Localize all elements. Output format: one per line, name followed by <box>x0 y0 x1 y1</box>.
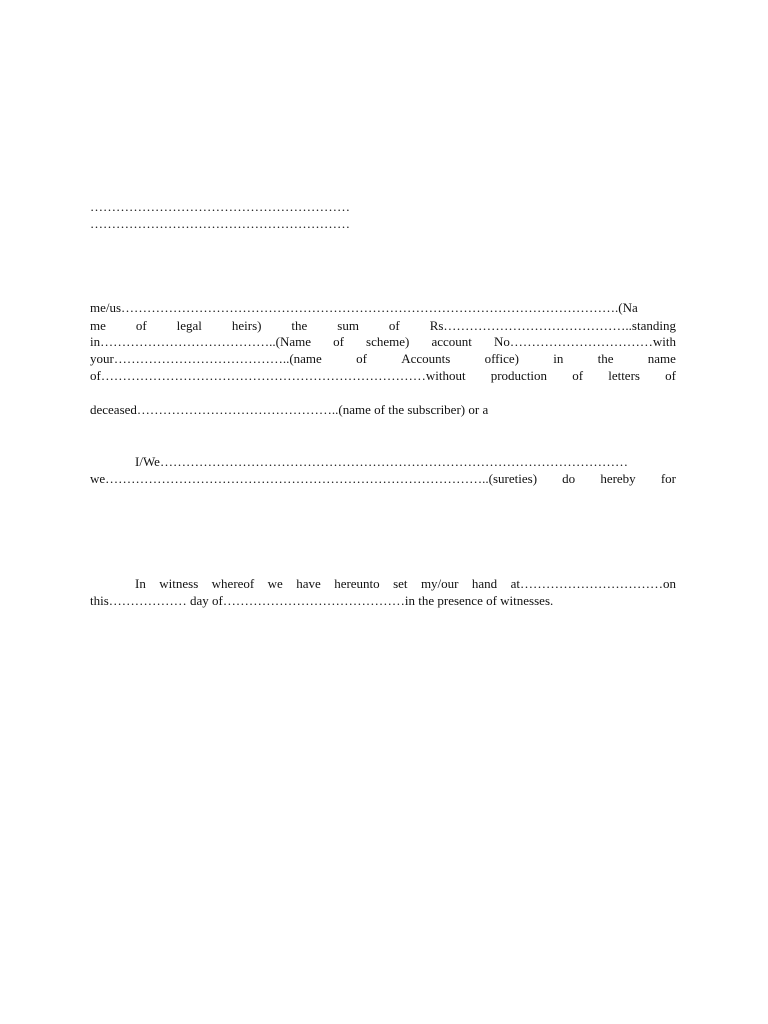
word: of…………………………………………………………………without <box>90 368 466 383</box>
word: do <box>562 471 576 486</box>
word: we <box>267 576 283 591</box>
word: sum <box>337 318 359 333</box>
paragraph1-line3 <box>90 334 676 350</box>
paragraph1-line1-text: me/us…………………………………………………………………………………………………….(Na <box>90 300 638 315</box>
paragraph1-line1 <box>90 300 676 316</box>
word: in <box>553 351 564 366</box>
word: have <box>296 576 321 591</box>
word: your…………………………………..(name <box>90 351 322 366</box>
word: of <box>665 368 676 383</box>
paragraph1-line4 <box>90 351 676 367</box>
paragraph3-line1 <box>135 576 676 592</box>
word: hereunto <box>334 576 380 591</box>
word: the <box>291 318 308 333</box>
paragraph2-line1: I/We……………………………………………………………………………………………… <box>135 454 628 469</box>
word: of <box>388 318 400 333</box>
word: of <box>572 368 584 383</box>
paragraph1-line6: deceased………………………………………..(name of the subscriber) or a <box>90 402 489 417</box>
word: set <box>393 576 408 591</box>
word: letters <box>608 368 640 383</box>
word: the <box>597 351 614 366</box>
word: legal <box>176 318 202 333</box>
word: name <box>647 351 676 366</box>
word: heirs) <box>231 318 262 333</box>
word: hand <box>471 576 498 591</box>
word: account <box>431 334 472 349</box>
word: No……………………………with <box>494 334 676 349</box>
word: of <box>333 334 344 349</box>
word: for <box>660 471 676 486</box>
word: In <box>135 576 146 591</box>
word: office) <box>484 351 519 366</box>
word: we……………………………………………………………………………..(sureties) <box>90 471 538 486</box>
word: at……………………………on <box>510 576 676 591</box>
word: in…………………………………..(Name <box>90 334 311 349</box>
word: my/our <box>420 576 459 591</box>
word: Accounts <box>401 351 451 366</box>
word: of <box>356 351 367 366</box>
word: hereby <box>600 471 636 486</box>
address-line-2: …………………………………………………… <box>90 216 350 231</box>
word: production <box>490 368 548 383</box>
paragraph2-line2 <box>90 471 676 487</box>
paragraph1-line5 <box>90 368 676 384</box>
word: me <box>90 318 106 333</box>
word: witness <box>159 576 199 591</box>
paragraph3-line2: this……………… day of……………………………………in the presence of witnesses. <box>90 593 554 608</box>
address-line-1: …………………………………………………… <box>90 199 350 214</box>
word: whereof <box>211 576 255 591</box>
word: of <box>135 318 147 333</box>
word: scheme) <box>366 334 410 349</box>
paragraph1-line2 <box>90 318 676 334</box>
word: Rs……………………………………..standing <box>429 318 676 333</box>
